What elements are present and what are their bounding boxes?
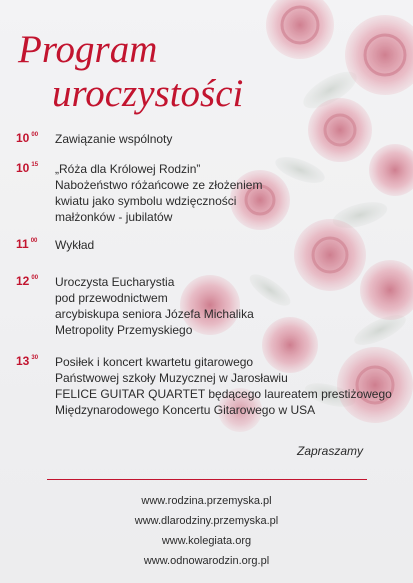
program-line: Nabożeństwo różańcowe ze złożeniem [55, 178, 263, 192]
website-link[interactable]: www.odnowarodzin.org.pl [143, 555, 270, 567]
title-line-1: Program [18, 28, 158, 71]
website-links [0, 491, 413, 571]
program-line: Posiłek i koncert kwartetu gitarowego [55, 355, 254, 369]
program-time: 10 $^{00}$ [16, 131, 39, 145]
program-time: 12 $^{00}$ [16, 274, 39, 288]
program-line: arcybiskupa seniora Józefa Michalika [55, 307, 254, 321]
website-link[interactable]: www.kolegiata.org [161, 535, 252, 547]
program-line: „Róża dla Królowej Rodzin” [55, 162, 201, 176]
invitation-text: Zapraszamy [297, 444, 364, 458]
program-line: małżonków - jubilatów [55, 210, 173, 224]
program-description [55, 354, 395, 418]
program-time: 13 $^{30}$ [16, 354, 39, 368]
program-line: Państwowej szkoły Muzycznej w Jarosławiu [55, 371, 288, 385]
program-line: Międzynarodowego Koncertu Gitarowego w USA [55, 403, 316, 417]
program-description [55, 161, 395, 225]
website-link[interactable]: www.dlarodziny.przemyska.pl [134, 515, 279, 527]
page-title [18, 28, 243, 116]
program-description [55, 131, 395, 147]
program-line: pod przewodnictwem [55, 291, 168, 305]
website-link[interactable]: www.rodzina.przemyska.pl [141, 495, 272, 507]
divider [47, 479, 367, 480]
program-time: 10 $^{15}$ [16, 161, 39, 175]
program-line: Zawiązanie wspólnoty [55, 132, 173, 146]
program-description [55, 274, 395, 338]
program-line: Metropolity Przemyskiego [55, 323, 193, 337]
program-line: FELICE GUITAR QUARTET będącego laureatem prestiżowego [55, 387, 392, 401]
title-line-2: uroczystości [52, 72, 244, 115]
program-line: Uroczysta Eucharystia [55, 275, 175, 289]
program-description [55, 237, 395, 253]
program-line: Wykład [55, 238, 95, 252]
program-line: kwiatu jako symbolu wdzięczności [55, 194, 237, 208]
program-time: 11 $^{00}$ [16, 237, 38, 251]
